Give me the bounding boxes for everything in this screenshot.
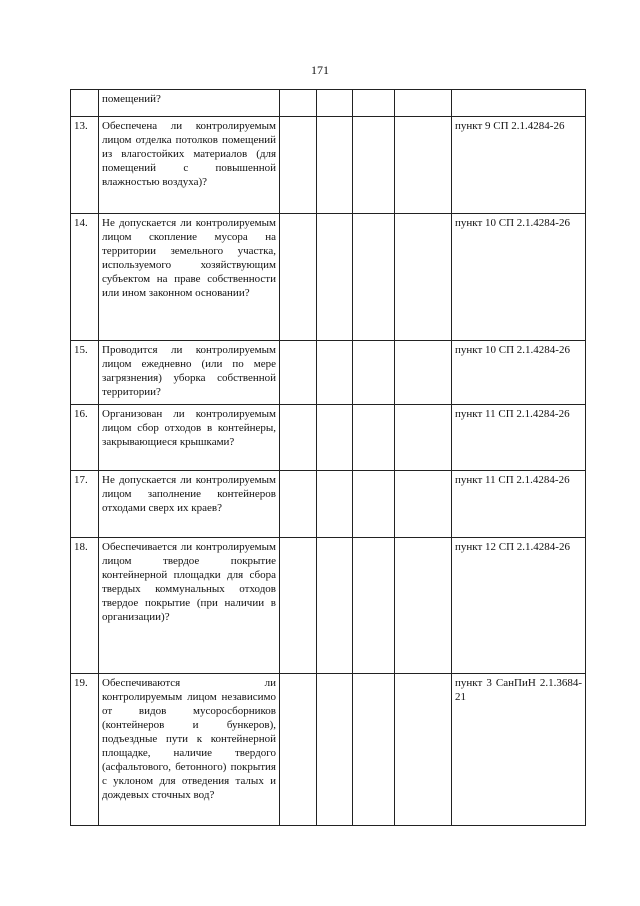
question-cell: Обеспечиваются ли контролируемым лицом независимо от видов мусоросборников (контейнеров и бункеров), подъездные пути к контейнерной площадке, наличие твердого (асфальтового, бетонного) покрытия с уклоном для отведения талых и дождевых сточных вод? [99, 674, 280, 826]
table-row [71, 90, 586, 117]
reference-cell: пункт 9 СП 2.1.4284-26 [452, 117, 586, 214]
question-cell: Не допускается ли контролируемым лицом заполнение контейнеров отходами сверх их краев? [99, 471, 280, 538]
checklist-table [70, 89, 586, 826]
row-number: 19. [71, 674, 99, 826]
reference-cell: пункт 10 СП 2.1.4284-26 [452, 214, 586, 341]
note-cell [395, 405, 452, 471]
row-number: 16. [71, 405, 99, 471]
answer-cell-na [353, 405, 395, 471]
note-cell [395, 214, 452, 341]
table-row [71, 674, 586, 826]
answer-cell-no [317, 90, 353, 117]
row-number: 17. [71, 471, 99, 538]
answer-cell-na [353, 341, 395, 405]
answer-cell-na [353, 214, 395, 341]
question-cell: Обеспечена ли контролируемым лицом отделка потолков помещений из влагостойких материалов (для помещений с повышенной влажностью воздуха)? [99, 117, 280, 214]
answer-cell-yes [280, 214, 317, 341]
answer-cell-no [317, 471, 353, 538]
answer-cell-na [353, 471, 395, 538]
question-cell: помещений? [99, 90, 280, 117]
answer-cell-yes [280, 471, 317, 538]
answer-cell-na [353, 538, 395, 674]
answer-cell-no [317, 214, 353, 341]
reference-cell: пункт 10 СП 2.1.4284-26 [452, 341, 586, 405]
table-row [71, 471, 586, 538]
question-cell: Обеспечивается ли контролируемым лицом твердое покрытие контейнерной площадки для сбора твердых коммунальных отходов твердое покрытие (при наличии в организации)? [99, 538, 280, 674]
table-row [71, 405, 586, 471]
reference-cell: пункт 11 СП 2.1.4284-26 [452, 405, 586, 471]
answer-cell-no [317, 341, 353, 405]
reference-cell [452, 90, 586, 117]
answer-cell-yes [280, 90, 317, 117]
answer-cell-yes [280, 341, 317, 405]
note-cell [395, 90, 452, 117]
reference-cell: пункт 11 СП 2.1.4284-26 [452, 471, 586, 538]
question-cell: Организован ли контролируемым лицом сбор отходов в контейнеры, закрывающиеся крышками? [99, 405, 280, 471]
row-number: 15. [71, 341, 99, 405]
row-number: 18. [71, 538, 99, 674]
answer-cell-no [317, 117, 353, 214]
answer-cell-yes [280, 117, 317, 214]
answer-cell-na [353, 674, 395, 826]
answer-cell-na [353, 117, 395, 214]
question-cell: Проводится ли контролируемым лицом ежедневно (или по мере загрязнения) уборка собственной территории? [99, 341, 280, 405]
row-number [71, 90, 99, 117]
answer-cell-no [317, 405, 353, 471]
answer-cell-no [317, 538, 353, 674]
reference-cell: пункт 12 СП 2.1.4284-26 [452, 538, 586, 674]
row-number: 14. [71, 214, 99, 341]
table-row [71, 538, 586, 674]
answer-cell-yes [280, 538, 317, 674]
reference-cell: пункт 3 СанПиН 2.1.3684-21 [452, 674, 586, 826]
answer-cell-yes [280, 405, 317, 471]
note-cell [395, 674, 452, 826]
answer-cell-yes [280, 674, 317, 826]
note-cell [395, 117, 452, 214]
table-row [71, 341, 586, 405]
note-cell [395, 471, 452, 538]
table-row [71, 214, 586, 341]
question-cell: Не допускается ли контролируемым лицом скопление мусора на территории земельного участка, используемого хозяйствующим субъектом на праве собственности или ином законном основании? [99, 214, 280, 341]
note-cell [395, 538, 452, 674]
answer-cell-na [353, 90, 395, 117]
note-cell [395, 341, 452, 405]
answer-cell-no [317, 674, 353, 826]
row-number: 13. [71, 117, 99, 214]
page-number: 171 [311, 63, 329, 77]
table-row [71, 117, 586, 214]
